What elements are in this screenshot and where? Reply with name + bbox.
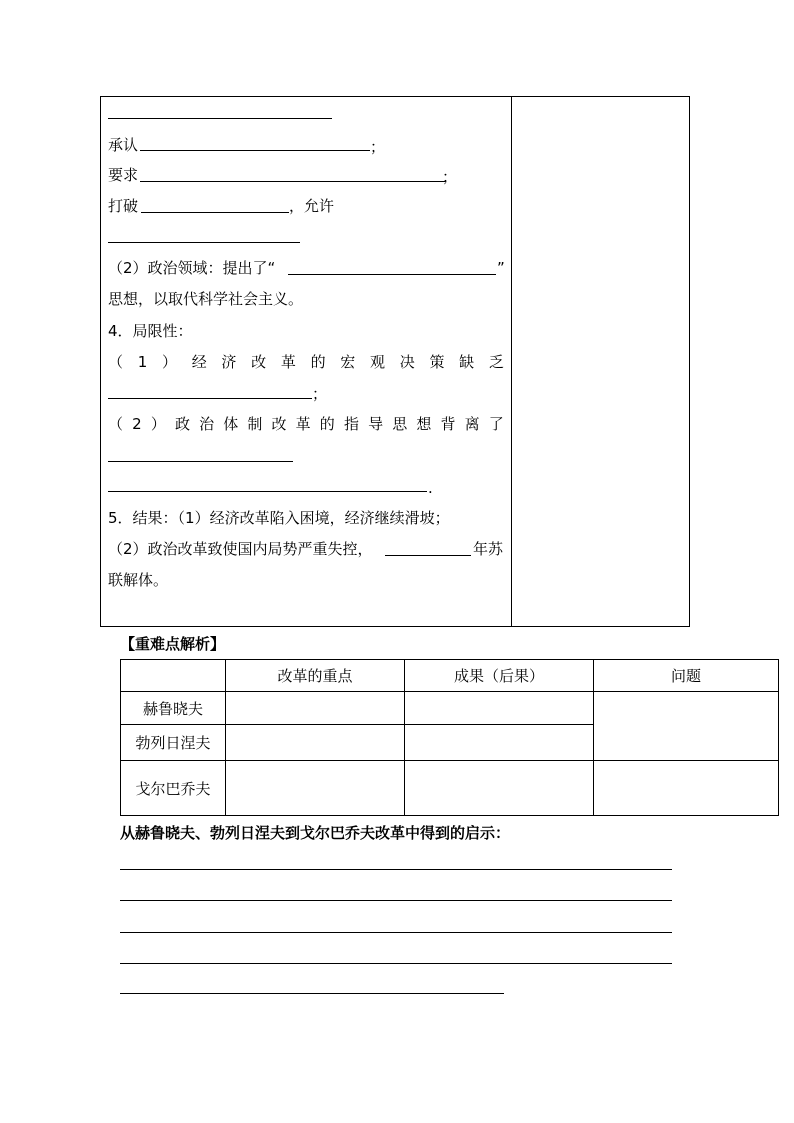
answer-line[interactable] [120, 900, 672, 901]
justified-char: 策 [429, 353, 445, 371]
fill-blank-year[interactable] [385, 555, 471, 556]
justified-char: 想 [416, 415, 432, 433]
table-header-cell [121, 660, 226, 692]
table-header-cell: 成果（后果） [405, 660, 594, 692]
inspiration-heading: 从赫鲁晓夫、勃列日涅夫到戈尔巴乔夫改革中得到的启示： [120, 824, 511, 842]
justified-char: 思 [392, 415, 408, 433]
analysis-table [120, 659, 779, 816]
justified-char: （ [108, 415, 124, 433]
justified-char: ） [150, 415, 166, 433]
answer-line[interactable] [120, 963, 672, 964]
result-line-2-suffix: 年苏 [473, 540, 504, 558]
justified-char: 导 [368, 415, 384, 433]
justified-char: 改 [251, 353, 267, 371]
answer-line[interactable] [120, 993, 504, 994]
fill-blank-politics[interactable] [288, 274, 496, 275]
semicolon: ； [312, 385, 328, 403]
justified-char: 缺 [459, 353, 475, 371]
table-row [121, 692, 779, 725]
table-cell[interactable] [405, 725, 594, 761]
justified-char: 指 [343, 415, 359, 433]
column-divider [511, 96, 512, 627]
politics-quote-end: ” [497, 259, 505, 277]
fill-blank-limit-1[interactable] [108, 398, 312, 399]
fill-blank-limit-2b[interactable] [108, 491, 427, 492]
break-label: 打破 [108, 197, 139, 215]
justified-char: 政 [174, 415, 190, 433]
justified-char: 治 [199, 415, 215, 433]
justified-char: 经 [191, 353, 207, 371]
table-header-row [121, 660, 779, 692]
allow-label: ，允许 [289, 197, 335, 215]
justified-char: 背 [440, 415, 456, 433]
table-row [121, 761, 779, 816]
semicolon: ； [442, 168, 458, 186]
politics-line-2: 思想，以取代科学社会主义。 [108, 290, 304, 308]
politics-prefix: （2）政治领域：提出了“ [108, 259, 276, 277]
table-cell[interactable] [226, 725, 405, 761]
justified-char: 宏 [340, 353, 356, 371]
table-cell[interactable] [226, 692, 405, 725]
limit-2-text [108, 415, 504, 433]
justified-char: 的 [310, 353, 326, 371]
justified-char: ） [161, 353, 177, 371]
justified-char: 了 [488, 415, 504, 433]
result-line-3: 联解体。 [108, 571, 169, 589]
table-header-cell: 问题 [594, 660, 779, 692]
justified-char: 离 [464, 415, 480, 433]
table-cell[interactable] [405, 692, 594, 725]
justified-char: （ [108, 353, 124, 371]
limits-heading: 4．局限性： [108, 322, 193, 340]
analysis-heading: 【重难点解析】 [120, 635, 226, 653]
limit-1-text [108, 353, 504, 371]
fill-blank-allow[interactable] [108, 242, 300, 243]
fill-blank-demand[interactable] [140, 181, 445, 182]
answer-line[interactable] [120, 869, 672, 870]
justified-char: 制 [247, 415, 263, 433]
fill-blank-break[interactable] [141, 212, 289, 213]
semicolon: ； [370, 138, 386, 156]
row-label: 勃列日涅夫 [121, 725, 226, 761]
table-cell[interactable] [594, 692, 779, 761]
result-line-1: 5．结果：（1）经济改革陷入困境，经济继续滑坡； [108, 509, 450, 527]
justified-char: 济 [221, 353, 237, 371]
fill-blank-1[interactable] [108, 118, 332, 119]
justified-char: 改 [271, 415, 287, 433]
answer-line[interactable] [120, 932, 672, 933]
table-cell[interactable] [226, 761, 405, 816]
justified-char: 1 [137, 353, 148, 371]
table-cell[interactable] [405, 761, 594, 816]
justified-char: 革 [295, 415, 311, 433]
justified-char: 革 [280, 353, 296, 371]
period: . [428, 479, 433, 497]
acknowledge-label: 承认 [108, 136, 139, 154]
table-cell[interactable] [594, 761, 779, 816]
fill-blank-acknowledge[interactable] [140, 150, 370, 151]
justified-char: 观 [370, 353, 386, 371]
row-label: 戈尔巴乔夫 [121, 761, 226, 816]
table-header-cell: 改革的重点 [226, 660, 405, 692]
fill-blank-limit-2a[interactable] [108, 461, 293, 462]
demand-label: 要求 [108, 166, 139, 184]
row-label: 赫鲁晓夫 [121, 692, 226, 725]
result-line-2-prefix: （2）政治改革致使国内局势严重失控， [108, 540, 373, 558]
justified-char: 决 [399, 353, 415, 371]
justified-char: 的 [319, 415, 335, 433]
justified-char: 体 [223, 415, 239, 433]
justified-char: 乏 [488, 353, 504, 371]
justified-char: 2 [132, 415, 142, 433]
